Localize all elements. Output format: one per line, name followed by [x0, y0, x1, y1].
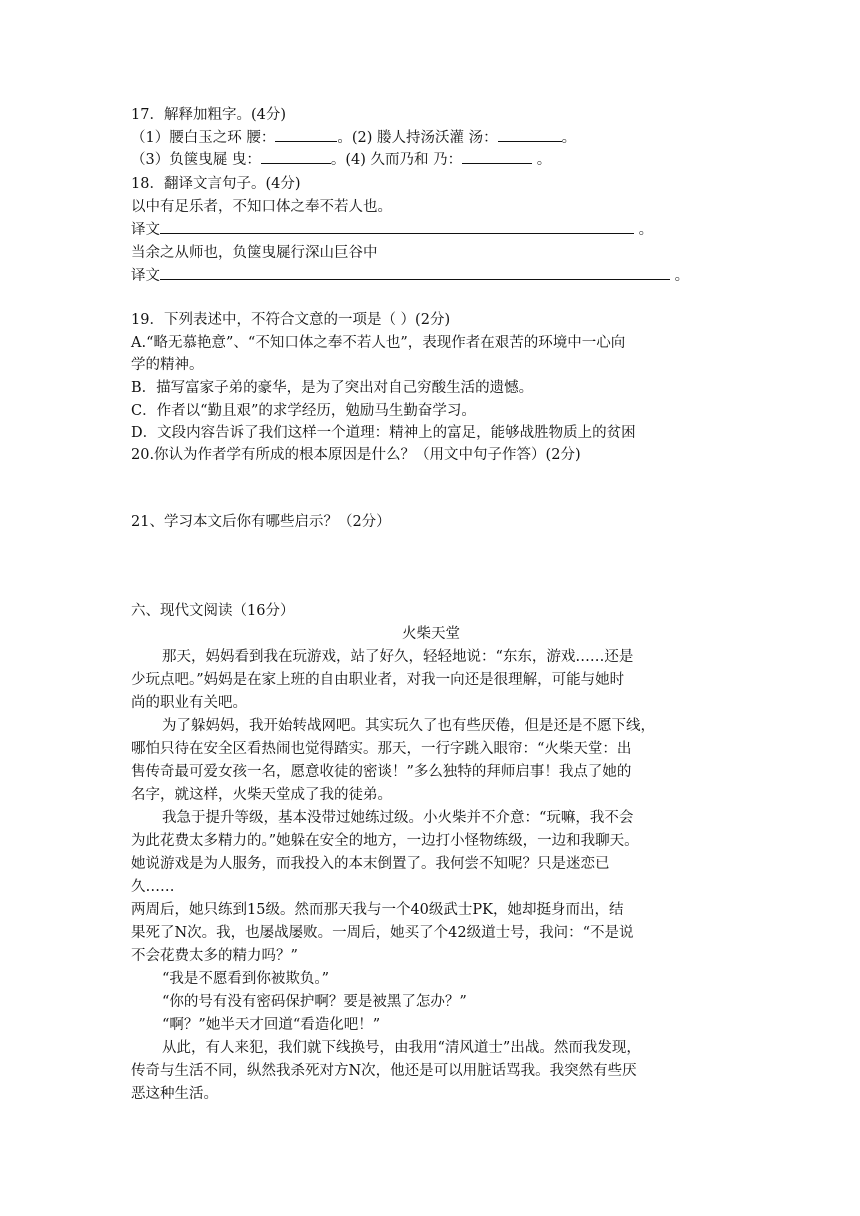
- story-line: 不会花费太多的精力吗？”: [131, 948, 298, 964]
- story-line: 少玩点吧。”妈妈是在家上班的自由职业者，对我一向还是很理解，可能与她时: [131, 672, 625, 688]
- story-line: 为了躲妈妈，我开始转战网吧。其实玩久了也有些厌倦，但是还是不愿下线，: [162, 718, 655, 734]
- story-line: “啊？”她半天才回道“看造化吧！”: [162, 1017, 381, 1033]
- story-line: 那天，妈妈看到我在玩游戏，站了好久，轻轻地说：“东东，游戏……还是: [162, 649, 634, 665]
- q17-row1: [131, 127, 731, 149]
- story-line: 名字，就这样，火柴天堂成了我的徒弟。: [131, 787, 392, 803]
- q18-title: 18．翻译文言句子。(4分): [131, 176, 301, 192]
- story-line: 传奇与生活不同，纵然我杀死对方N次，他还是可以用脏话骂我。我突然有些厌: [131, 1063, 637, 1079]
- story-line: “你的号有没有密码保护啊？要是被黑了怎办？”: [162, 994, 467, 1010]
- q17-row2: [131, 149, 731, 171]
- story-line: 恶这种生活。: [131, 1086, 218, 1102]
- answer-blank[interactable]: [261, 149, 331, 164]
- translation-blank[interactable]: [160, 265, 670, 280]
- q17-row1-end: 。: [561, 130, 577, 146]
- story-line: 久……: [131, 879, 175, 895]
- q20-title: 20.你认为作者学有所成的根本原因是什么？（用文中句子作答）(2分): [131, 447, 581, 463]
- story-line: 哪怕只待在安全区看热闹也觉得踏实。那天，一行字跳入眼帘：“火柴天堂：出: [131, 741, 632, 757]
- q17-item1: （1）腰白玉之环 腰：: [131, 130, 276, 146]
- q19-option-d: D．文段内容告诉了我们这样一个道理：精神上的富足，能够战胜物质上的贫困: [131, 425, 636, 441]
- q19-title: 19．下列表述中，不符合文意的一项是（ ）(2分): [131, 312, 451, 328]
- story-line: 售传奇最可爱女孩一名，愿意收徒的密谈！”多么独特的拜师启事！我点了她的: [131, 764, 632, 780]
- q21-title: 21、学习本文后你有哪些启示？（2分）: [131, 514, 391, 530]
- q18-translation1: [131, 219, 731, 241]
- q18-sentence2: 当余之从师也，负箧曳屣行深山巨谷中: [131, 245, 378, 261]
- q19-option-b: B．描写富家子弟的豪华，是为了突出对自己穷酸生活的遗憾。: [131, 380, 534, 396]
- story-title: 火柴天堂: [402, 626, 460, 642]
- answer-blank[interactable]: [275, 127, 337, 142]
- story-line: “我是不愿看到你被欺负。”: [162, 971, 330, 987]
- translation-blank[interactable]: [160, 219, 634, 234]
- story-line: 果死了N次。我，也屡战屡败。一周后，她买了个42级道士号，我问：“不是说: [131, 925, 634, 941]
- story-line: 她说游戏是为人服务，而我投入的本末倒置了。我何尝不知呢？只是迷恋已: [131, 856, 610, 872]
- story-line: 为此花费太多精力的。”她躲在安全的地方，一边打小怪物练级，一边和我聊天。: [131, 833, 639, 849]
- q18-translation2: [131, 265, 731, 287]
- q17-title: 17．解释加粗字。(4分): [131, 107, 286, 123]
- q18-sentence1: 以中有足乐者，不知口体之奉不若人也。: [131, 199, 392, 215]
- q18-label2: 译文: [131, 268, 160, 284]
- q18-end1: 。: [638, 222, 654, 238]
- answer-blank[interactable]: [498, 127, 562, 142]
- q19-option-c: C．作者以“勤且艰”的求学经历，勉励马生勤奋学习。: [131, 403, 476, 419]
- q17-item4: 。(4) 久而乃和 乃：: [330, 152, 463, 168]
- q19-option-a: A.“略无慕艳意”、“不知口体之奉不若人也”，表现作者在艰苦的环境中一心向: [131, 335, 626, 351]
- q17-item2: 。(2) 媵人持汤沃灌 汤：: [337, 130, 498, 146]
- story-line: 两周后，她只练到15级。然而那天我与一个40级武士PK，她却挺身而出，结: [131, 902, 624, 918]
- q17-row2-end: 。: [536, 152, 552, 168]
- story-line: 尚的职业有关吧。: [131, 695, 247, 711]
- q17-item3: （3）负箧曳屣 曳：: [131, 152, 261, 168]
- q18-end2: 。: [674, 268, 690, 284]
- q18-label1: 译文: [131, 222, 160, 238]
- story-line: 我急于提升等级，基本没带过她练过级。小火柴并不介意：“玩嘛，我不会: [162, 810, 634, 826]
- story-line: 从此，有人来犯，我们就下线换号，由我用“清风道士”出战。然而我发现，: [162, 1040, 641, 1056]
- section6-heading: 六、现代文阅读（16分）: [131, 603, 295, 619]
- q19-option-a-cont: 学的精神。: [131, 357, 204, 373]
- answer-blank[interactable]: [462, 149, 532, 164]
